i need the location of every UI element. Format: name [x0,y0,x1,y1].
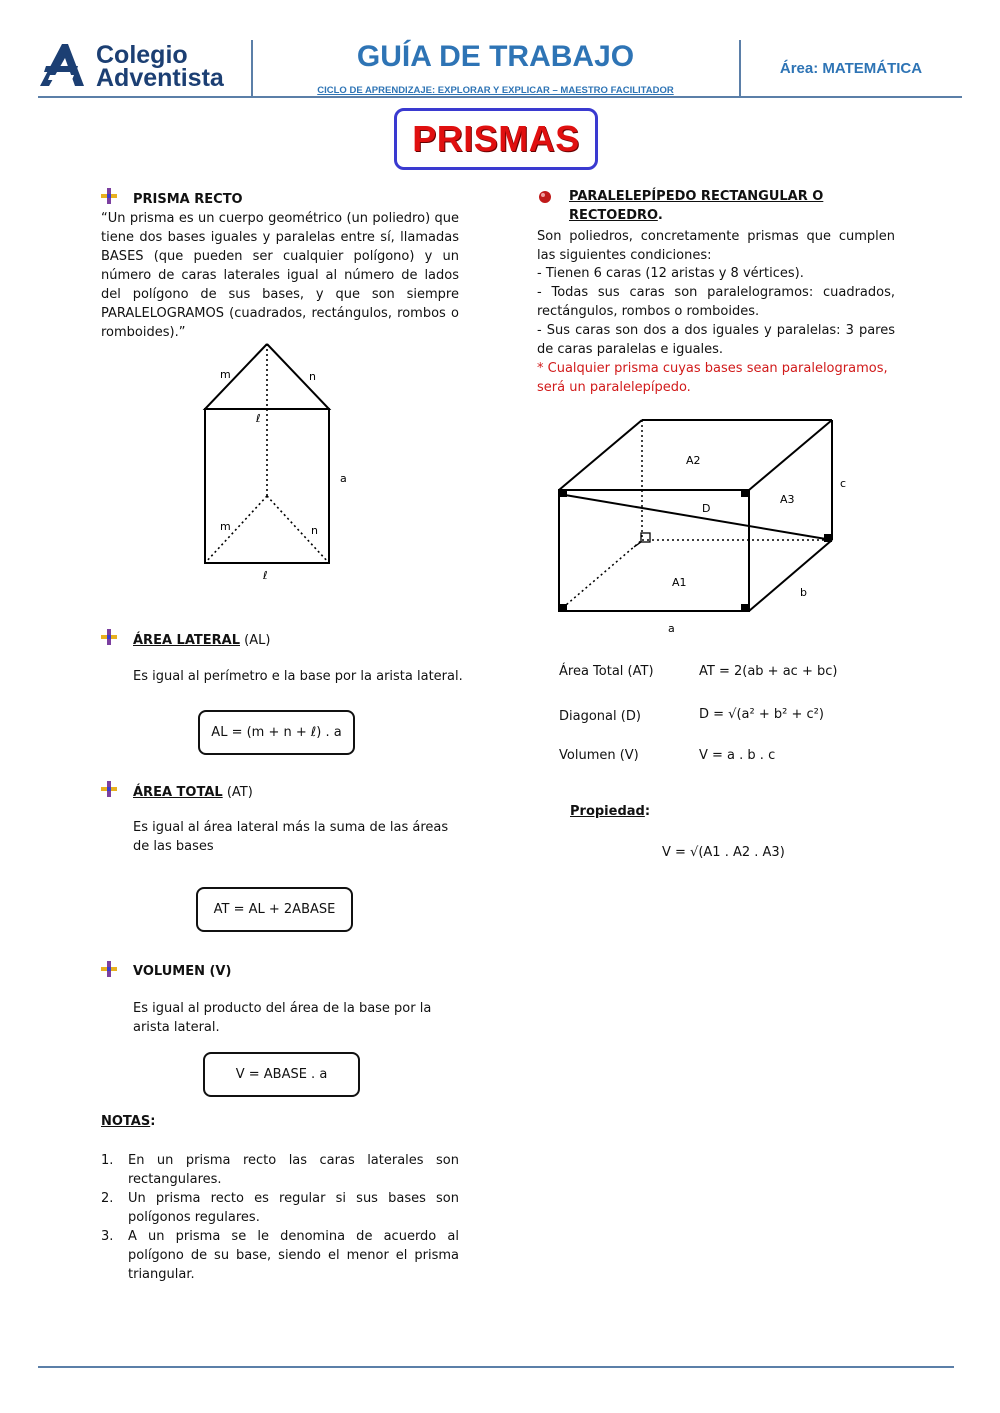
area-label: Área: MATEMÁTICA [779,60,923,77]
propiedad-heading-row: Propiedad: [570,804,651,819]
paralelepipedo-heading-2-row: RECTOEDRO. [569,208,663,223]
triangular-prism-figure [195,338,365,588]
area-lateral-formula-box [198,710,355,755]
cycle-subtitle: CICLO DE APRENDIZAJE: EXPLORAR Y EXPLICAR – MAESTRO FACILITADOR [317,85,674,96]
logo-line2: Adventista [96,64,224,92]
logo-line1: Colegio [96,41,188,69]
box-label-d: D [702,502,711,515]
paralelepipedo-conditions [537,264,895,359]
list-item: 2. Un prisma recto es regular si sus bases son polígonos regulares. [101,1191,459,1225]
area-total-text: Es igual al área lateral más la suma de las áreas de las bases [133,820,449,854]
cross-bullet-icon [100,960,118,978]
footer-rule [38,1366,954,1368]
box-label-a3: A3 [780,493,795,506]
list-item: 3. A un prisma se le denomina de acuerdo al polígono de su base, siendo el menor el prisma triangular. [101,1229,459,1282]
main-title-box [394,108,598,170]
area-lateral-heading-row [133,631,270,650]
prisma-recto-heading: PRISMA RECTO [133,192,243,207]
main-title: PRISMAS [412,118,580,159]
volumen-text: Es igual al producto del área de la base por la arista lateral. [133,1001,432,1035]
logo-a-icon [38,42,86,88]
prism-label-n-bottom: n [311,524,318,537]
box-label-b: b [800,586,807,599]
box-label-c: c [840,477,847,490]
paralelepipedo-heading-1: PARALELEPÍPEDO RECTANGULAR O [569,189,824,204]
formula-name-area-total: Área Total (AT) [559,664,654,679]
notas-list [101,1151,459,1284]
condition-item: - Todas sus caras son paralelogramos: cuadrados, rectángulos, rombos o romboides. [537,285,895,319]
volumen-heading: VOLUMEN (V) [133,964,232,979]
box-label-a1: A1 [672,576,687,589]
prism-label-m-bottom: m [220,520,231,533]
formula-name-volumen: Volumen (V) [559,748,639,763]
prism-label-l-bottom: ℓ [263,569,268,582]
header-rule [38,96,962,98]
prisma-recto-text: “Un prisma es un cuerpo geométrico (un poliedro) que tiene dos bases iguales y paralelas entre sí, llamadas BASES (que pueden ser cualquier polígono) y un número de caras laterales igual al número de lados del polígono de sus bases, y que son siempre PARALELOGRAMOS (cuadrados, rectángulos, rombos o romboides).” [101,211,459,340]
cross-bullet-icon [100,780,118,798]
propiedad-formula: V = √(A1 . A2 . A3) [662,845,785,860]
red-ball-bullet-icon [537,189,553,205]
area-lateral-formula: AL = (m + n + ℓ) . a [211,725,342,740]
page-title: GUÍA DE TRABAJO [356,40,635,73]
formula-expr-diagonal: D = √(a² + b² + c²) [699,707,824,722]
prism-label-m-top: m [220,368,231,381]
area-lateral-text: Es igual al perímetro e la base por la arista lateral. [133,669,463,684]
condition-item: - Tienen 6 caras (12 aristas y 8 vértices). [537,266,804,281]
area-total-formula: AT = AL + 2ABASE [213,902,336,917]
box-label-a2: A2 [686,454,701,467]
paralelepipedo-note: * Cualquier prisma cuyas bases sean paralelogramos, será un paralelepípedo. [537,361,888,395]
area-total-symbol: (AT) [226,785,253,800]
formula-expr-volumen: V = a . b . c [699,748,776,763]
volumen-formula: V = ABASE . a [235,1067,328,1082]
cross-bullet-icon [100,628,118,646]
propiedad-heading: Propiedad [570,804,645,819]
cross-bullet-icon [100,187,118,205]
formula-expr-area-total: AT = 2(ab + ac + bc) [699,664,838,679]
area-lateral-heading: ÁREA LATERAL [133,633,240,648]
area-lateral-symbol: (AL) [244,633,271,648]
prism-label-l-top: ℓ [256,412,261,425]
paralelepipedo-intro: Son poliedros, concretamente prismas que cumplen las siguientes condiciones: [537,229,895,263]
rectangular-box-figure [548,410,868,640]
paralelepipedo-heading-2: RECTOEDRO [569,208,658,223]
volumen-formula-box [203,1052,360,1097]
school-logo [38,42,253,94]
area-total-heading: ÁREA TOTAL [133,785,223,800]
notas-heading-row: NOTAS: [101,1114,156,1129]
area-total-formula-box [196,887,353,932]
area-total-heading-row [133,783,253,802]
prism-label-a: a [340,472,347,485]
prism-label-n-top: n [309,370,316,383]
notas-heading: NOTAS [101,1114,151,1129]
condition-item: - Sus caras son dos a dos iguales y paralelas: 3 pares de caras paralelas e iguales. [537,323,895,357]
box-label-a: a [668,622,675,635]
formula-name-diagonal: Diagonal (D) [559,709,641,724]
list-item: 1. En un prisma recto las caras laterales son rectangulares. [101,1153,459,1187]
